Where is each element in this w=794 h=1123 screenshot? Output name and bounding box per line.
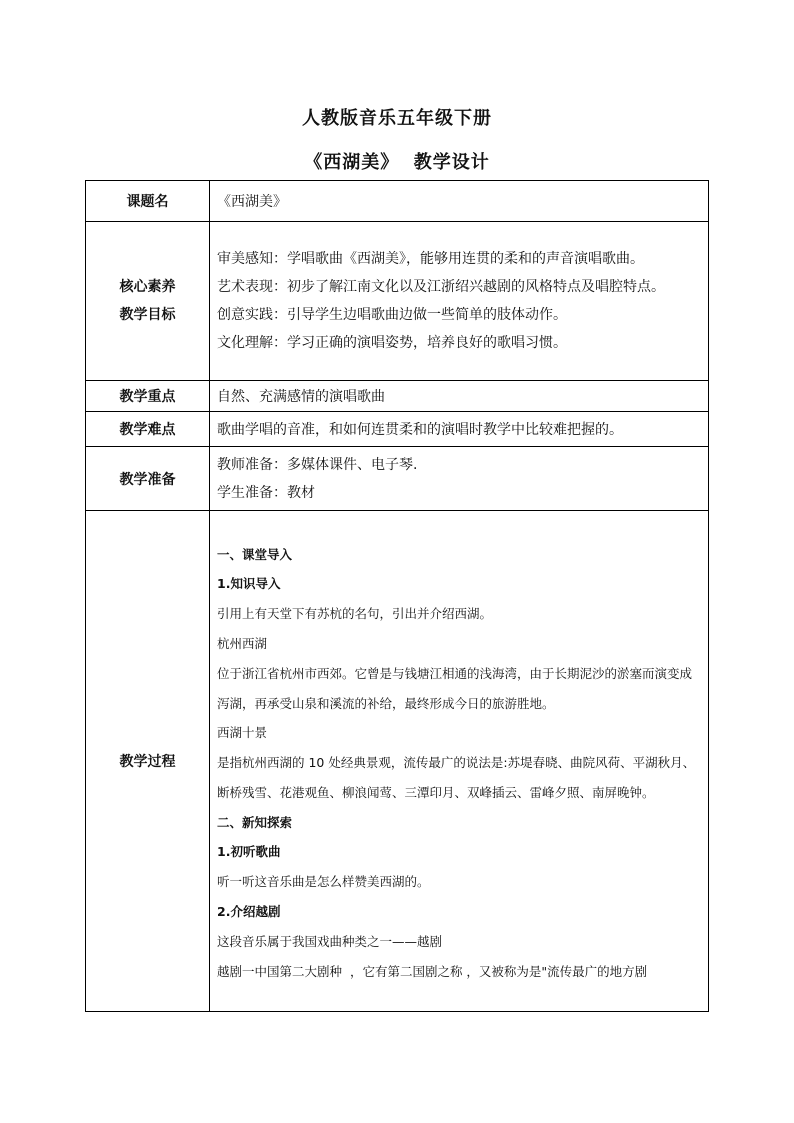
first-listen-text: 听一听这音乐曲是怎么样赞美西湖的。 <box>217 874 430 890</box>
goal-creativity: 创意实践：引导学生边唱歌曲边做一些简单的肢体动作。 <box>217 307 567 323</box>
section-explore-heading: 二、新知探索 <box>217 814 293 830</box>
preparation-content <box>210 447 709 511</box>
difficulties-row <box>86 412 709 447</box>
lesson-plan-table <box>85 180 709 1012</box>
key-points-label: 教学重点 <box>86 381 210 412</box>
student-preparation: 学生准备：教材 <box>217 484 315 501</box>
difficulties-value: 歌曲学唱的音准，和如何连贯柔和的演唱时教学中比较难把握的。 <box>210 412 709 447</box>
preparation-label: 教学准备 <box>86 447 210 511</box>
goals-row <box>86 222 709 381</box>
difficulties-label: 教学难点 <box>86 412 210 447</box>
document-subtitle: 《西湖美》 教学设计 <box>304 152 490 173</box>
ten-scenes-heading: 西湖十景 <box>217 725 268 741</box>
process-row <box>86 511 709 1012</box>
yue-opera-heading: 2.介绍越剧 <box>217 904 281 920</box>
goal-expression: 艺术表现：初步了解江南文化以及江浙绍兴越剧的风格特点及唱腔特点。 <box>217 279 665 295</box>
topic-row <box>86 181 709 222</box>
goals-label-line2: 教学目标 <box>119 307 176 323</box>
goal-culture: 文化理解：学习正确的演唱姿势，培养良好的歌唱习惯。 <box>217 335 567 351</box>
topic-label: 课题名 <box>86 181 210 222</box>
knowledge-intro-text: 引用上有天堂下有苏杭的名句，引出并介绍西湖。 <box>217 606 493 622</box>
yue-opera-text-2: 越剧一中国第二大剧种 ，它有第二国剧之称 ，又被称为是"流传最广的地方剧 <box>217 963 648 979</box>
ten-scenes-text: 是指杭州西湖的 10 处经典景观，流传最广的说法是:苏堤春晓、曲院风荷、平湖秋月、断桥残雪、花港观鱼、柳浪闻莺、三潭印月、双峰插云、雷峰夕照、南屏晚钟。 <box>217 755 696 800</box>
goal-aesthetic: 审美感知：学唱歌曲《西湖美》，能够用连贯的柔和的声音演唱歌曲。 <box>217 251 644 267</box>
goals-label <box>86 222 210 381</box>
preparation-row <box>86 447 709 511</box>
teacher-preparation: 教师准备：多媒体课件、电子琴. <box>217 456 418 473</box>
goals-content <box>210 222 709 381</box>
key-points-row <box>86 381 709 412</box>
process-label: 教学过程 <box>86 511 210 1012</box>
document-title: 人教版音乐五年级下册 <box>302 108 492 129</box>
hangzhou-text: 位于浙江省杭州市西郊。它曾是与钱塘江相通的浅海湾，由于长期泥沙的淤塞而演变成泻湖，再承受山泉和溪流的补给，最终形成今日的旅游胜地。 <box>217 665 693 711</box>
process-content <box>210 511 709 1012</box>
topic-value: 《西湖美》 <box>210 181 709 222</box>
knowledge-intro-heading: 1.知识导入 <box>217 576 281 592</box>
hangzhou-heading: 杭州西湖 <box>217 635 268 651</box>
first-listen-heading: 1.初听歌曲 <box>217 844 281 860</box>
key-points-value: 自然、充满感情的演唱歌曲 <box>210 381 709 412</box>
yue-opera-text: 这段音乐属于我国戏曲种类之一——越剧 <box>217 933 443 949</box>
goals-label-line1: 核心素养 <box>119 279 176 295</box>
section-intro-heading: 一、课堂导入 <box>217 546 293 562</box>
